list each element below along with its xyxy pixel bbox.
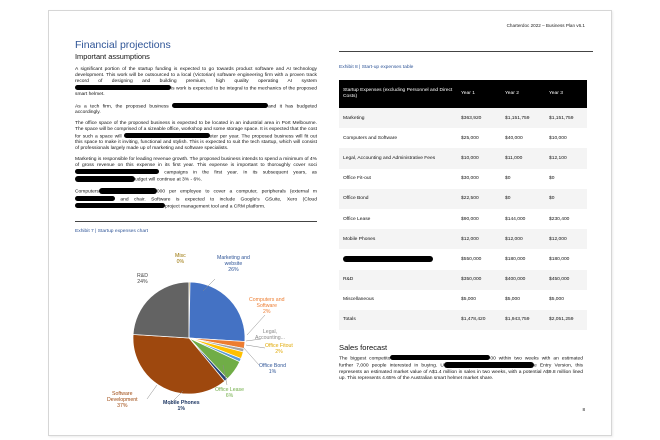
section-subtitle: Important assumptions [75,52,150,61]
pie-slice [133,282,189,338]
expense-name: Office Lease [343,216,371,222]
redaction [75,169,159,174]
year-2-value: $40,000 [505,135,523,141]
exhibit-8-caption: Exhibit 8 | Start-up expenses table [339,65,414,70]
redaction [444,362,534,367]
divider [339,51,593,52]
year-3-value: $1,151,759 [549,115,574,121]
redaction [75,85,171,90]
left-column [75,39,317,234]
year-1-value: $350,000 [461,277,482,283]
label-marketing: Marketing and website 26% [217,255,250,273]
table-header-row [339,80,587,108]
running-header: Charterdoc 2022 – Business Plan v6.1 [506,23,585,28]
redaction [390,355,490,360]
table-row [339,128,587,148]
year-1-value: $90,000 [461,216,479,222]
header-year-2: Year 2 [505,91,519,96]
leader-line [147,385,157,399]
label-misc: Misc 0% [175,253,186,265]
year-3-value: $10,000 [549,135,567,141]
divider [75,221,317,222]
startup-expenses-table [339,80,587,330]
paragraph-tech-firm: As a tech firm, the proposed business and it has budgeted accordingly. [75,104,317,116]
year-2-value: $144,000 [505,216,526,222]
redaction [172,103,268,108]
expense-name: Marketing [343,115,365,121]
header-expense: Startup Expenses (excluding Personnel and Direct Costs) [343,88,453,99]
paragraph-software: A significant portion of the startup funding is expected to go towards product software and AI technology development. This work will be outsourced to a local (Victorian) software engineering firm with a proven track record of designing and building premium, high quality operating AI systemis work is expected to be integral to the mechanics of the proposed smart helmet. [75,67,317,98]
year-3-value: $12,100 [549,155,567,161]
year-3-value: $450,000 [549,277,570,283]
year-1-value: $363,920 [461,115,482,121]
year-3-value: $0 [549,176,555,182]
document-page [48,10,612,436]
label-software-development: Software Development 37% [107,391,138,409]
year-3-value: $12,000 [549,236,567,242]
paragraph-computers: Computers 000 per employee to cover a computer, peripherals (external m and chair. Software is expected to include Google's GSuite, Xero (Cloud project management tool and a CRM platform. [75,189,317,210]
leader-line [246,345,265,348]
year-2-value: $0 [505,196,511,202]
year-3-value: $180,000 [549,256,570,262]
expense-name: Computers and Software [343,135,398,141]
year-3-value: $2,051,259 [549,317,574,323]
year-1-value: $5,000 [461,297,476,303]
header-year-1: Year 1 [461,91,475,96]
label-computers: Computers and Software 2% [249,297,285,315]
year-1-value: $22,500 [461,196,479,202]
label-mobile-phones: Mobile Phones 1% [163,400,200,412]
year-1-value: $10,000 [461,155,479,161]
section-title: Financial projections [75,39,171,51]
table-row [339,148,587,168]
year-1-value: $30,000 [461,176,479,182]
year-1-value: $550,000 [461,256,482,262]
year-2-value: $180,000 [505,256,526,262]
redaction [343,256,433,262]
redaction [124,133,210,138]
leader-line [243,347,259,365]
page-number: 8 [582,407,585,412]
table-row [339,209,587,229]
table-row [339,169,587,189]
expense-name: Office Bond [343,196,369,202]
year-1-value: $25,000 [461,135,479,141]
redaction [75,176,135,181]
redaction [99,188,157,193]
startup-expenses-pie-chart [65,253,315,429]
year-2-value: $1,943,759 [505,317,530,323]
year-2-value: $1,151,759 [505,115,530,121]
exhibit-7-caption: Exhibit 7 | Startup expenses chart [75,229,149,235]
year-2-value: $400,000 [505,277,526,283]
table-body [339,108,587,330]
label-bond: Office Bond 1% [259,363,287,375]
table-row [339,270,587,290]
expense-name: Mobile Phones [343,236,376,242]
table-row [339,290,587,310]
paragraph-marketing: Marketing is responsible for leading revenue growth. The proposed business intends to spend a minimum of 4% of gross revenue on this expense in its first year. This expense is important to thoroughly cover soci campaigns in the first year. In its subsequent years, as udget will continue at 3% - 6%. [75,157,317,183]
label-legal: Legal, Accounting... [255,329,285,341]
label-lease: Office Lease 6% [215,387,245,399]
expense-name: Legal, Accounting and Administrative Fees [343,155,436,161]
year-2-value: $12,000 [505,236,523,242]
year-3-value: $0 [549,196,555,202]
expense-name: R&D [343,277,354,283]
label-rd: R&D 24% [137,273,148,285]
sales-forecast-heading: Sales forecast [339,343,388,353]
table-row [339,310,587,330]
paragraph-office: The office space of the proposed business is expected to be located in an industrial area in Port Melbourne. The space will be comprised of a sizeable office, workshop and some storage space. It is expected that the cost for such a space will eter per year. The proposed business will fit out this space to make it inviting, functional and stylish. This is expected to suit the tech startup, which will consist of professionals largely made up of marketing and software specialists. [75,121,317,152]
redaction [75,203,165,208]
expense-name: Office Fit-out [343,176,371,182]
year-2-value: $11,000 [505,155,523,161]
label-fitout: Office Fitout 2% [265,343,293,355]
year-1-value: $1,478,420 [461,317,486,323]
right-column [339,51,593,381]
expense-name: Miscellaneous [343,297,374,303]
year-2-value: $5,000 [505,297,520,303]
table-row [339,229,587,249]
sales-forecast-paragraph: The biggest competito 00 within two weeks with an estimated further 7,000 people interested in buying. U e Entry Version, this represents an estimated market value of A$1.4 million in sales in two weeks, with a potential A$9.8 million lined up. This represents 4.65% of the Australian smart helmet market share. [339,356,583,381]
table-row [339,108,587,128]
year-1-value: $12,000 [461,236,479,242]
expense-name: Totals [343,317,356,323]
table-row [339,249,587,269]
table-row [339,189,587,209]
header-year-3: Year 3 [549,91,563,96]
year-3-value: $230,400 [549,216,570,222]
redaction [75,196,115,201]
pie-slice [189,282,245,342]
redacted-cell [339,249,457,269]
year-3-value: $5,000 [549,297,564,303]
year-2-value: $0 [505,176,511,182]
